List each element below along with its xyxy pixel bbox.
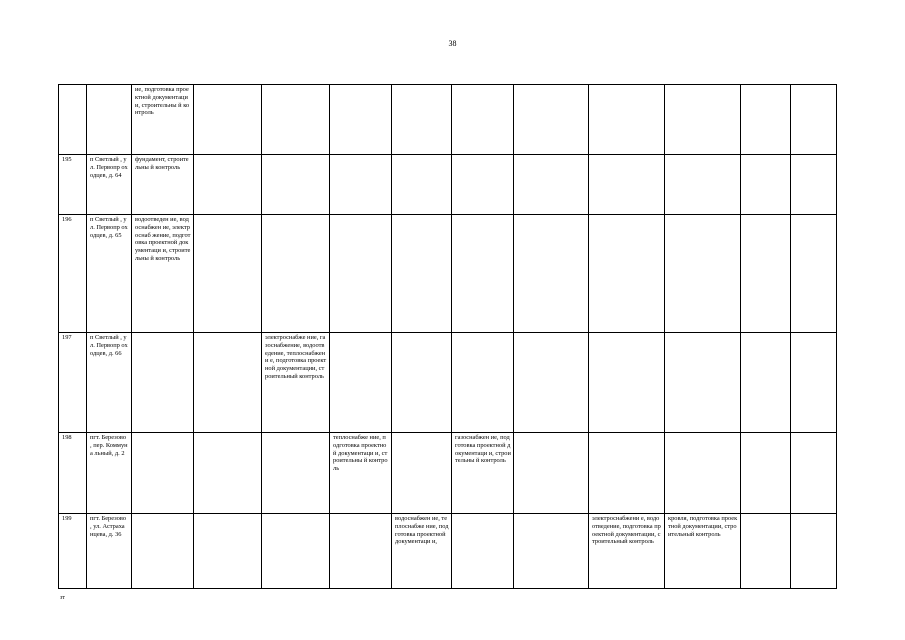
work-type-cell: кровля, подготовка проектной документации, строительный контроль — [665, 514, 741, 589]
work-type-cell — [741, 155, 791, 215]
address-cell: пгт. Березово , пер. Коммуна льный, д. 2 — [87, 433, 132, 514]
work-type-cell — [262, 85, 330, 155]
work-type-cell — [392, 155, 452, 215]
works-table — [58, 84, 837, 589]
work-type-cell — [392, 333, 452, 433]
work-type-cell — [330, 155, 392, 215]
work-type-cell — [514, 333, 589, 433]
work-type-cell — [194, 514, 262, 589]
work-type-cell — [741, 433, 791, 514]
row-number-cell: 198 — [59, 433, 87, 514]
work-type-cell — [665, 155, 741, 215]
table-row — [59, 85, 837, 155]
work-type-cell — [194, 155, 262, 215]
address-cell: пгт. Березово , ул. Астраха нцева, д. 36 — [87, 514, 132, 589]
work-type-cell: водоотведен ие, водоснабжен ие, электроснаб жение, подготовка проектной документаци и, строительны й контроль — [132, 215, 194, 333]
work-type-cell: водоснабжен ие, теплоснабже ние, подготовка проектной документаци и, — [392, 514, 452, 589]
work-type-cell — [132, 514, 194, 589]
work-type-cell: электроснабжени е, водоотведение, подготовка проектной документации, строительный контроль — [589, 514, 665, 589]
work-type-cell — [514, 433, 589, 514]
row-number-cell: 195 — [59, 155, 87, 215]
work-type-cell — [262, 514, 330, 589]
work-type-cell — [452, 155, 514, 215]
work-type-cell — [514, 514, 589, 589]
work-type-cell — [589, 333, 665, 433]
work-type-cell — [665, 215, 741, 333]
work-type-cell — [589, 215, 665, 333]
address-cell — [87, 85, 132, 155]
work-type-cell — [262, 433, 330, 514]
work-type-cell — [194, 433, 262, 514]
row-number-cell: 199 — [59, 514, 87, 589]
work-type-cell — [452, 333, 514, 433]
work-type-cell — [791, 433, 837, 514]
work-type-cell — [791, 514, 837, 589]
table-row — [59, 433, 837, 514]
address-cell: п Светлый , ул. Первопр оходцев, д. 64 — [87, 155, 132, 215]
footer-mark: зт — [60, 595, 65, 601]
work-type-cell — [791, 155, 837, 215]
work-type-cell: газоснабжен ие, подготовка проектной документаци и, строительны й контроль — [452, 433, 514, 514]
work-type-cell — [330, 215, 392, 333]
work-type-cell — [132, 433, 194, 514]
work-type-cell — [392, 85, 452, 155]
work-type-cell — [589, 433, 665, 514]
work-type-cell — [194, 333, 262, 433]
work-type-cell — [452, 514, 514, 589]
work-type-cell — [514, 85, 589, 155]
work-type-cell — [665, 433, 741, 514]
work-type-cell — [330, 514, 392, 589]
table-row — [59, 333, 837, 433]
work-type-cell — [194, 215, 262, 333]
work-type-cell — [330, 85, 392, 155]
work-type-cell — [791, 333, 837, 433]
work-type-cell — [741, 333, 791, 433]
work-type-cell — [514, 215, 589, 333]
address-cell: п Светлый , ул. Первопр оходцев, д. 66 — [87, 333, 132, 433]
work-type-cell — [392, 215, 452, 333]
work-type-cell: теплоснабже ние, подготовка проектной документаци и, строительны й контроль — [330, 433, 392, 514]
work-type-cell — [589, 155, 665, 215]
work-type-cell — [132, 333, 194, 433]
work-type-cell — [262, 215, 330, 333]
work-type-cell — [741, 85, 791, 155]
address-cell: п Светлый , ул. Первопр оходцев, д. 65 — [87, 215, 132, 333]
work-type-cell — [665, 333, 741, 433]
work-type-cell — [452, 85, 514, 155]
work-type-cell — [589, 85, 665, 155]
work-type-cell: электроснабже ние, газоснабжение, водоотведение, теплоснабжени е, подготовка проектной документации, строительный контроль — [262, 333, 330, 433]
work-type-cell — [194, 85, 262, 155]
table-row — [59, 514, 837, 589]
work-type-cell — [791, 215, 837, 333]
work-type-cell — [665, 85, 741, 155]
work-type-cell: ие, подготовка проектной документаци и, строительны й контроль — [132, 85, 194, 155]
row-number-cell — [59, 85, 87, 155]
page-number: 38 — [448, 39, 457, 48]
table-row — [59, 155, 837, 215]
work-type-cell — [791, 85, 837, 155]
row-number-cell: 197 — [59, 333, 87, 433]
work-type-cell — [514, 155, 589, 215]
row-number-cell: 196 — [59, 215, 87, 333]
work-type-cell: фундамент, строительны й контроль — [132, 155, 194, 215]
work-type-cell — [741, 514, 791, 589]
work-type-cell — [741, 215, 791, 333]
work-type-cell — [262, 155, 330, 215]
work-type-cell — [392, 433, 452, 514]
work-type-cell — [452, 215, 514, 333]
table-row — [59, 215, 837, 333]
work-type-cell — [330, 333, 392, 433]
